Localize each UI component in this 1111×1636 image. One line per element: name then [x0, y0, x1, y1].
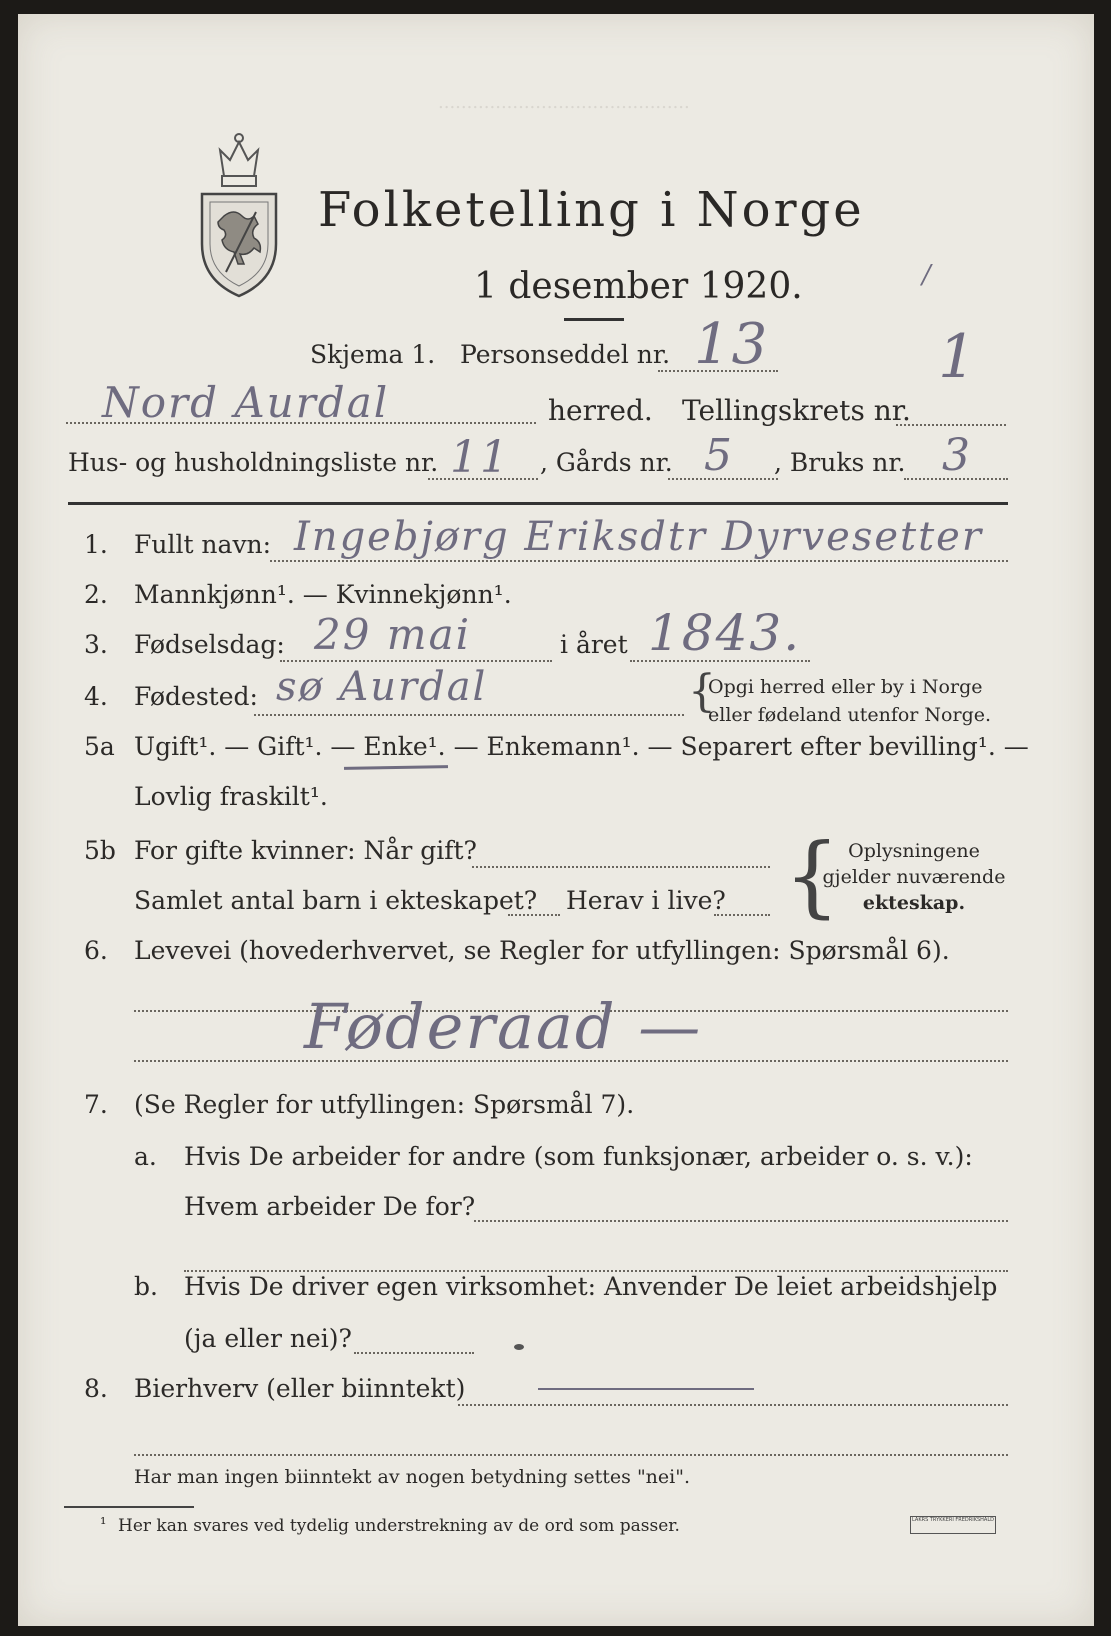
q8-line1 [458, 1404, 1008, 1406]
q5b-children-line [508, 914, 560, 916]
q7b-answer-line [354, 1352, 474, 1354]
printer-stamp [910, 1516, 996, 1534]
footnote-mark: ¹ [100, 1514, 107, 1533]
title-divider [564, 318, 624, 321]
q4-line [254, 714, 684, 716]
form-title: Folketelling i Norge [318, 182, 865, 238]
q6-occupation-value[interactable]: Føderaad — [304, 990, 703, 1063]
herred-label: herred. [548, 394, 653, 427]
q6-label: Levevei (hovederhvervet, se Regler for utfyllingen: Spørsmål 6). [134, 936, 950, 965]
q1-number: 1. [84, 530, 108, 559]
q5b-note-line3: ekteskap. [862, 892, 966, 914]
q7-label: (Se Regler for utfyllingen: Spørsmål 7). [134, 1090, 635, 1119]
q7b-line1: Hvis De driver egen virksomhet: Anvender De leiet arbeidshjelp [184, 1272, 998, 1301]
bottom-note: Har man ingen biinntekt av nogen betydning settes "nei". [134, 1466, 691, 1488]
q2-number: 2. [84, 580, 108, 609]
skjema-label: Skjema 1. [310, 340, 436, 369]
q2-gender-options: Mannkjønn¹. — Kvinnekjønn¹. [134, 580, 512, 609]
q5b-note-line1: Oplysningene [848, 840, 980, 862]
q4-note-line2: eller fødeland utenfor Norge. [708, 704, 992, 726]
bruks-label: , Bruks nr. [774, 448, 906, 477]
census-form-page [18, 14, 1094, 1626]
q5a-line2: Lovlig fraskilt¹. [134, 782, 328, 811]
tellingskrets-label: Tellingskrets nr. [682, 394, 911, 427]
q5b-note-brace: { [784, 824, 840, 927]
q3-number: 3. [84, 630, 108, 659]
q5b-line1: For gifte kvinner: Når gift? [134, 836, 477, 865]
coat-of-arms-icon [196, 132, 282, 300]
personseddel-value[interactable]: 13 [694, 312, 770, 377]
header-divider [68, 502, 1008, 505]
q5b-alive-label: Herav i live? [566, 886, 726, 915]
census-date: 1 desember 1920. [474, 266, 803, 307]
q3-year-value[interactable]: 1843. [648, 604, 802, 662]
herred-value[interactable]: Nord Aurdal [102, 378, 390, 427]
q6-number: 6. [84, 936, 108, 965]
husliste-value[interactable]: 11 [450, 432, 510, 483]
q4-note-brace: { [688, 666, 716, 717]
q5b-note-line2: gjelder nuværende [822, 866, 1006, 888]
gards-value[interactable]: 5 [704, 430, 734, 481]
stray-mark: / [922, 260, 933, 290]
q3-day-line [280, 660, 552, 662]
q1-line [270, 560, 1008, 562]
ink-mark [514, 1344, 524, 1350]
footnote-divider [64, 1506, 194, 1508]
q5b-married-line [472, 866, 770, 868]
q8-label: Bierhverv (eller biinntekt) [134, 1374, 466, 1403]
q7-number: 7. [84, 1090, 108, 1119]
q7a-employer-line1 [474, 1220, 1008, 1222]
q4-label: Fødested: [134, 682, 258, 711]
footnote-text: Her kan svares ved tydelig understrekning av de ord som passer. [118, 1516, 680, 1536]
q7a-letter: a. [134, 1142, 157, 1171]
tellingskrets-value[interactable]: 1 [938, 322, 979, 392]
q8-line2 [134, 1454, 1008, 1456]
q7a-line2: Hvem arbeider De for? [184, 1192, 476, 1221]
q4-birthplace-value[interactable]: sø Aurdal [276, 664, 488, 710]
q5a-number: 5a [84, 732, 115, 761]
q7b-letter: b. [134, 1272, 158, 1301]
q7b-line2: (ja eller nei)? [184, 1324, 352, 1353]
q4-note-line1: Opgi herred eller by i Norge [708, 676, 983, 698]
bleed-through-text: ............................................ [438, 92, 690, 113]
tellingskrets-line [896, 424, 1006, 426]
q5b-number: 5b [84, 836, 116, 865]
q3-birthday-value[interactable]: 29 mai [314, 610, 472, 659]
q3-year-label: i året [560, 630, 628, 659]
q3-label: Fødselsdag: [134, 630, 285, 659]
q5b-children-label: Samlet antal barn i ekteskapet? [134, 886, 538, 915]
bruks-value[interactable]: 3 [942, 430, 972, 481]
printer-stamp-text: LAKRS TRYKKERI FREDRIKSHALD [912, 1517, 994, 1523]
q5a-marital-options: Ugift¹. — Gift¹. — Enke¹. — Enkemann¹. — Separert efter bevilling¹. — [134, 732, 1029, 761]
q5b-alive-line [714, 914, 770, 916]
q1-full-name-value[interactable]: Ingebjørg Eriksdtr Dyrvesetter [294, 514, 983, 560]
q8-number: 8. [84, 1374, 108, 1403]
husliste-label: Hus- og husholdningsliste nr. [68, 448, 439, 477]
q5a-enke-underline [344, 765, 448, 770]
gards-label: , Gårds nr. [540, 448, 673, 477]
q1-label: Fullt navn: [134, 530, 272, 559]
q8-dash-value [538, 1388, 754, 1390]
q7a-line1: Hvis De arbeider for andre (som funksjonær, arbeider o. s. v.): [184, 1142, 973, 1171]
personseddel-label: Personseddel nr. [460, 340, 671, 369]
q4-number: 4. [84, 682, 108, 711]
